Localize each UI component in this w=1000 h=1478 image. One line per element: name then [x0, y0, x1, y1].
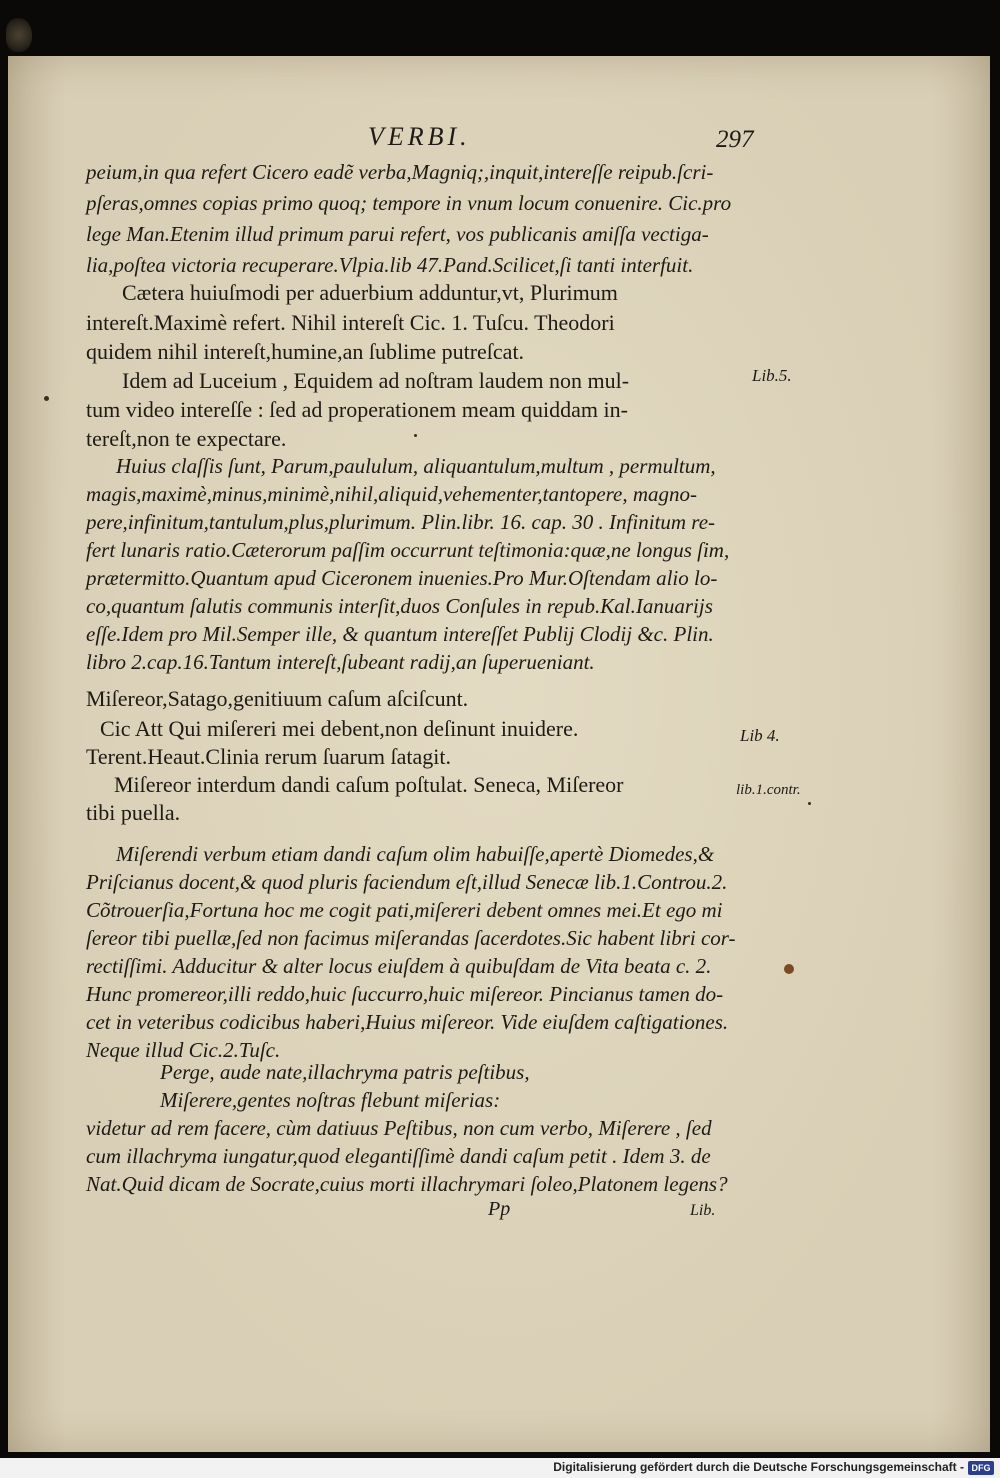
text-line: tibi puella.: [86, 800, 181, 825]
footer-bar: [0, 1458, 1000, 1478]
text-line: libro 2.cap.16.Tantum intereſt,ſubeant radij,an ſuperueniant.: [86, 650, 595, 674]
text-line: rectiſſimi. Adducitur & alter locus eiuſdem à quibuſdam de Vita beata c. 2.: [86, 954, 712, 978]
text-line: videtur ad rem facere, cùm datiuus Peſtibus, non cum verbo, Miſerere , ſed: [86, 1116, 712, 1140]
text-line: lege Man.Etenim illud primum parui refert, vos publicanis amiſſa vectiga-: [86, 222, 709, 246]
catchword: Lib.: [690, 1202, 716, 1219]
text-line: fert lunaris ratio.Cæterorum paſſim occurrunt teſtimonia:quæ,ne longus ſim,: [86, 538, 730, 562]
text-line: Cætera huiuſmodi per aduerbium adduntur,vt, Plurimum: [122, 280, 618, 305]
text-line: Miſerendi verbum etiam dandi caſum olim habuiſſe,apertè Diomedes,&: [116, 842, 715, 866]
signature-mark: Pp: [488, 1198, 511, 1220]
text-line: peium,in qua refert Cicero eadẽ verba,Magniq;,inquit,intereſſe reipub.ſcri-: [86, 160, 714, 184]
text-line: pere,infinitum,tantulum,plus,plurimum. Plin.libr. 16. cap. 30 . Infinitum re-: [86, 510, 716, 534]
text-line: Miſereor,Satago,genitiuum caſum aſciſcunt.: [86, 686, 469, 711]
text-line: Terent.Heaut.Clinia rerum ſuarum ſatagit.: [86, 744, 451, 769]
binding-mark: [6, 18, 32, 52]
text-line: ſereor tibi puellæ,ſed non facimus miſerandas ſacerdotes.Sic habent libri cor-: [86, 926, 736, 950]
text-line: Cic Att Qui miſereri mei debent,non deſinunt inuidere.: [100, 716, 579, 741]
ink-speck: [414, 434, 417, 437]
margin-note-lib1: lib.1.contr.: [736, 782, 801, 798]
margin-note-lib4: Lib 4.: [740, 726, 780, 745]
stain-mark: [784, 964, 794, 974]
text-line: cum illachryma iungatur,quod elegantiſſimè dandi caſum petit . Idem 3. de: [86, 1144, 711, 1168]
running-head: VERBI.: [368, 122, 471, 151]
dfg-logo-icon: DFG: [968, 1461, 994, 1475]
text-line: co,quantum ſalutis communis interſit,duos Conſules in repub.Kal.Ianuarijs: [86, 594, 713, 618]
text-line: Huius claſſis ſunt, Parum,paululum, aliquantulum,multum , permultum,: [116, 454, 716, 478]
text-line: Cõtrouerſia,Fortuna hoc me cogit pati,miſereri debent omnes mei.Et ego mi: [86, 898, 723, 922]
text-line: Miſereor interdum dandi caſum poſtulat. Seneca, Miſereor: [114, 772, 624, 797]
text-line: tereſt,non te expectare.: [86, 426, 287, 451]
page-header: [0, 122, 1000, 162]
text-line: tum video intereſſe : ſed ad properationem meam quiddam in-: [86, 397, 628, 422]
verse-line: Perge, aude nate,illachryma patris peſtibus,: [160, 1060, 530, 1084]
text-line: lia,poſtea victoria recuperare.Vlpia.lib 47.Pand.Scilicet,ſi tanti interfuit.: [86, 253, 694, 277]
text-line: intereſt.Maximè refert. Nihil intereſt Cic. 1. Tuſcu. Theodori: [86, 310, 615, 335]
page-number: 297: [716, 126, 754, 153]
text-line: prætermitto.Quantum apud Ciceronem inuenies.Pro Mur.Oſtendam alio lo-: [86, 566, 718, 590]
text-line: pſeras,omnes copias primo quoq; tempore in vnum locum conuenire. Cic.pro: [86, 191, 732, 215]
text-line: Idem ad Luceium , Equidem ad noſtram laudem non mul-: [122, 368, 630, 393]
margin-note-lib5: Lib.5.: [752, 366, 792, 385]
ink-speck: [44, 396, 49, 401]
text-line: cet in veteribus codicibus haberi,Huius miſereor. Vide eiuſdem caſtigationes.: [86, 1010, 729, 1034]
verse-line: Miſerere,gentes noſtras flebunt miſerias:: [160, 1088, 501, 1112]
footer-credit: Digitalisierung gefördert durch die Deutsche Forschungsgemeinschaft -: [553, 1460, 964, 1474]
text-line: Priſcianus docent,& quod pluris faciendum eſt,illud Senecæ lib.1.Controu.2.: [86, 870, 728, 894]
text-line: quidem nihil intereſt,humine,an ſublime putreſcat.: [86, 339, 525, 364]
text-line: magis,maximè,minus,minimè,nihil,aliquid,vehementer,tantopere, magno-: [86, 482, 698, 506]
text-line: Nat.Quid dicam de Socrate,cuius morti illachrymari ſoleo,Platonem legens?: [86, 1172, 728, 1196]
text-line: eſſe.Idem pro Mil.Semper ille, & quantum intereſſet Publij Clodij &c. Plin.: [86, 622, 714, 646]
text-line: Hunc promereor,illi reddo,huic ſuccurro,huic miſereor. Pincianus tamen do-: [86, 982, 724, 1006]
text-line: Neque illud Cic.2.Tuſc.: [86, 1038, 281, 1062]
ink-speck: [808, 802, 811, 805]
